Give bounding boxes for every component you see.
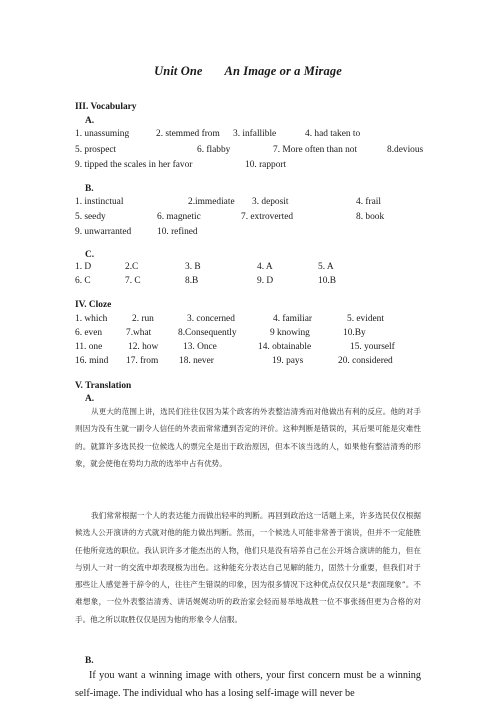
answer-item: 5. A: [318, 262, 334, 272]
answer-item: 7.what: [126, 328, 152, 338]
answer-item: 10.B: [318, 276, 336, 286]
vocab-part-a-label: A.: [85, 116, 95, 126]
answer-item: 16. mind: [75, 356, 109, 366]
translation-part-a-label: A.: [85, 394, 95, 404]
answer-item: 13. Once: [183, 342, 217, 352]
answer-item: 2.immediate: [188, 197, 235, 207]
answer-item: 19. pays: [272, 356, 304, 366]
answer-item: 8. book: [356, 212, 385, 222]
unit-name: An Image or a Mirage: [224, 64, 342, 78]
answer-item: 14. obtainable: [258, 342, 312, 352]
answer-item: 6. even: [75, 328, 103, 338]
answer-item: 10. refined: [157, 227, 198, 237]
answer-item: 8.B: [185, 276, 199, 286]
answer-item: 17. from: [126, 356, 159, 366]
answer-item: 10. rapport: [245, 160, 287, 170]
answer-item: 6. C: [75, 276, 91, 286]
translation-b-paragraph-1: If you want a winning image with others, your first concern must be a winning self-image. The individual who has a losing self-image will never be: [75, 670, 421, 699]
answer-item: 5. seedy: [75, 212, 106, 222]
answer-item: 9 knowing: [270, 328, 310, 338]
answer-item: 4. had taken to: [305, 129, 361, 139]
answer-item: 11. one: [75, 342, 103, 352]
translation-a-paragraph-2: 我们常常根据一个人的表达能力而做出轻率的判断。再回到政治这一话题上来，许多选民仅仅根据候选人公开演讲的方式就对他的能力做出判断。然而，一个候选人可能非常善于演说，但并不一定能胜任他所竞选的职位。我认识许多才能杰出的人物，他们只是没有培养自己在公开场合演讲的能力，但在与别人一对一的交流中却表现极为出色。这种能充分表达自己见解的能力，固然十分重要，但我们对于那些让人感觉善于辞令的人，往往产生错误的印象，因为很多情况下这种优点仅仅只是“表面现象”。不难想象，一位外表整洁清秀、讲话娓娓动听的政治家会轻而易举地战胜一位不事张扬但更为合格的对手。他之所以取胜仅仅是因为他的形象令人信服。: [75, 511, 421, 624]
answer-item: 10.By: [343, 328, 366, 338]
cloze-heading: IV. Cloze: [75, 300, 112, 310]
answer-item: 5. evident: [347, 314, 384, 324]
translation-part-b-label: B.: [85, 656, 94, 666]
answer-item: 6. magnetic: [157, 212, 201, 222]
translation-a-paragraph-1: 从更大的范围上讲，选民们往往仅因为某个政客的外表整洁清秀而对他做出有利的反应。他的对手则因为没有生就一副令人信任的外表而常常遭到否定的评价。这种判断是错误的，其后果可能是灾难性的。就算许多选民投一位候选人的票完全是出于政治原因，但本不该当选的人，如果他有整洁清秀的形象，就会使他在势均力敌的选举中占有优势。: [75, 407, 421, 468]
answer-item: 1. instinctual: [75, 197, 124, 207]
answer-item: 9. unwarranted: [75, 227, 132, 237]
unit-title: [0, 64, 496, 79]
answer-item: 1. D: [75, 262, 92, 272]
answer-item: 7. More often than not: [273, 145, 358, 155]
answer-item: 3. deposit: [252, 197, 289, 207]
vocab-part-c-label: C.: [85, 250, 95, 260]
answer-item: 9. D: [257, 276, 274, 286]
answer-item: 4. A: [257, 262, 273, 272]
unit-number: Unit One: [154, 64, 203, 78]
answer-item: 2. run: [132, 314, 154, 324]
answer-item: 2. stemmed from: [156, 129, 220, 139]
vocabulary-heading: III. Vocabulary: [75, 102, 137, 112]
answer-item: 8.Consequently: [178, 328, 237, 338]
answer-item: 7. C: [125, 276, 141, 286]
answer-item: 1. unassuming: [75, 129, 130, 139]
answer-item: 9. tipped the scales in her favor: [75, 160, 193, 170]
answer-item: 18. never: [179, 356, 214, 366]
answer-item: 3. concerned: [187, 314, 235, 324]
answer-item: 12. how: [128, 342, 159, 352]
answer-item: 20. considered: [338, 356, 393, 366]
answer-item: 3. infallible: [233, 129, 277, 139]
translation-heading: V. Translation: [75, 381, 132, 391]
answer-item: 5. prospect: [75, 145, 117, 155]
answer-item: 1. which: [75, 314, 108, 324]
answer-item: 4. frail: [356, 197, 381, 207]
answer-item: 3. B: [185, 262, 201, 272]
answer-item: 6. flabby: [197, 145, 231, 155]
answer-item: 4. familiar: [273, 314, 313, 324]
answer-item: 7. extroverted: [241, 212, 294, 222]
answer-item: 2.C: [125, 262, 139, 272]
answer-item: 15. yourself: [350, 342, 395, 352]
answer-item: 8.devious: [387, 145, 424, 155]
vocab-part-b-label: B.: [85, 184, 94, 194]
